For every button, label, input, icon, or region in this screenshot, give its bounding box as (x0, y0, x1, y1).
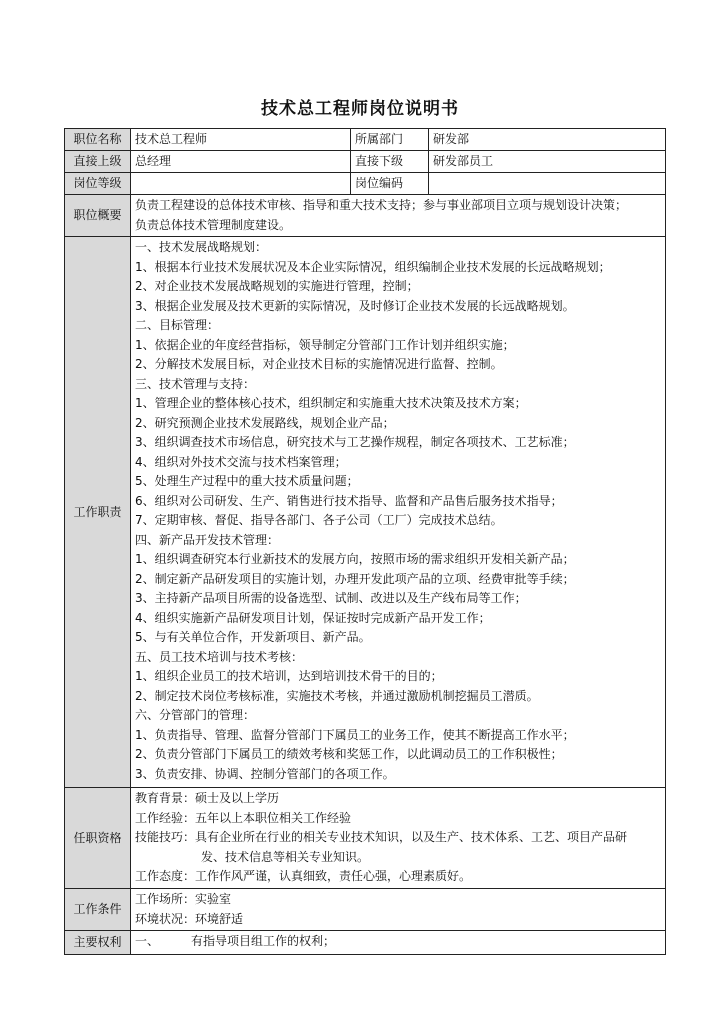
duty-line: 1、负责指导、管理、监督分管部门下属员工的业务工作，使其不断提高工作水平； (135, 727, 575, 742)
duty-line: 3、负责安排、协调、控制分管部门的各项工作。 (135, 766, 395, 781)
duty-line: 2、制定新产品研发项目的实施计划，办理开发此项产品的立项、经费审批等手续； (135, 571, 575, 586)
rights-text: 有指导项目组工作的权利； (191, 934, 336, 948)
job-description-table (64, 128, 666, 955)
skills-line: 技能技巧：具有企业所在行业的相关专业技术知识，以及生产、技术体系、工艺、项目产品研 (135, 830, 628, 844)
code-label: 岗位编码 (351, 173, 429, 195)
duty-line: 五、员工技术培训与技术考核： (135, 649, 304, 664)
superior-value: 总经理 (131, 151, 351, 173)
conditions-content (131, 889, 666, 931)
code-value (429, 173, 666, 195)
duty-line: 1、依据企业的年度经营指标，领导制定分管部门工作计划并组织实施； (135, 337, 515, 352)
subordinate-value: 研发部员工 (429, 151, 666, 173)
rights-line (135, 932, 661, 952)
duty-line: 1、根据本行业技术发展状况及本企业实际情况，组织编制企业技术发展的长远战略规划； (135, 259, 611, 274)
duty-line: 3、根据企业发展及技术更新的实际情况，及时修订企业技术发展的长远战略规划。 (135, 298, 575, 313)
position-value: 技术总工程师 (131, 129, 351, 151)
duty-line: 2、对企业技术发展战略规划的实施进行管理，控制； (135, 279, 419, 293)
qualifications-label: 任职资格 (65, 788, 131, 889)
experience-line: 工作经验：五年以上本职位相关工作经验 (135, 810, 352, 825)
row-qualifications (65, 788, 666, 889)
grade-value (131, 173, 351, 195)
duty-line: 四、新产品开发技术管理： (135, 532, 280, 547)
row-grade (65, 173, 666, 195)
grade-label: 岗位等级 (65, 173, 131, 195)
duty-line: 4、组织实施新产品研发项目计划，保证按时完成新产品开发工作； (135, 610, 491, 625)
conditions-label: 工作条件 (65, 889, 131, 931)
duties-content (131, 237, 666, 788)
overview-label: 职位概要 (65, 195, 131, 237)
workplace-line: 工作场所：实验室 (135, 892, 232, 906)
subordinate-label: 直接下级 (351, 151, 429, 173)
duty-line: 三、技术管理与支持： (135, 376, 256, 391)
qualifications-content (131, 788, 666, 889)
duty-line: 1、管理企业的整体核心技术，组织制定和实施重大技术决策及技术方案； (135, 396, 527, 410)
rights-number: 一、 (135, 934, 160, 948)
duty-line: 6、组织对公司研发、生产、销售进行技术指导、监督和产品售后服务技术指导； (135, 493, 563, 508)
duty-line: 2、负责分管部门下属员工的绩效考核和奖惩工作，以此调动员工的工作积极性； (135, 747, 563, 761)
skills-line-continued: 发、技术信息等相关专业知识。 (201, 849, 370, 864)
environment-line: 环境状况：环境舒适 (135, 911, 244, 926)
superior-label: 直接上级 (65, 151, 131, 173)
overview-content (131, 195, 666, 237)
row-conditions (65, 889, 666, 931)
overview-line: 负责总体技术管理制度建设。 (135, 217, 292, 232)
overview-line: 负责工程建设的总体技术审核、指导和重大技术支持；参与事业部项目立项与规划设计决策； (135, 198, 628, 212)
duty-line: 7、定期审核、督促、指导各部门、各子公司（工厂）完成技术总结。 (135, 513, 503, 527)
department-value: 研发部 (429, 129, 666, 151)
duty-line: 1、组织企业员工的技术培训，达到培训技术骨干的目的； (135, 669, 443, 683)
row-rights (65, 931, 666, 955)
duty-line: 一、技术发展战略规划： (135, 240, 268, 254)
attitude-line: 工作态度：工作作风严谨，认真细致，责任心强，心理素质好。 (135, 869, 472, 883)
row-position (65, 129, 666, 151)
education-line: 教育背景：硕士及以上学历 (135, 791, 280, 805)
document-title: 技术总工程师岗位说明书 (261, 99, 459, 119)
duty-line: 5、处理生产过程中的重大技术质量问题； (135, 474, 359, 488)
duty-line: 3、主持新产品项目所需的设备选型、试制、改进以及生产线布局等工作； (135, 591, 527, 605)
row-superior (65, 151, 666, 173)
row-overview (65, 195, 666, 237)
duties-label: 工作职责 (65, 237, 131, 788)
duty-line: 1、组织调查研究本行业新技术的发展方向，按照市场的需求组织开发相关新产品； (135, 552, 575, 566)
duty-line: 二、目标管理： (135, 318, 220, 332)
row-duties (65, 237, 666, 788)
rights-content (131, 931, 666, 955)
duty-line: 3、组织调查技术市场信息，研究技术与工艺操作规程，制定各项技术、工艺标准； (135, 435, 575, 449)
duty-line: 5、与有关单位合作，开发新项目、新产品。 (135, 630, 371, 644)
duty-line: 4、组织对外技术交流与技术档案管理； (135, 454, 347, 469)
duty-line: 2、研究预测企业技术发展路线，规划企业产品； (135, 415, 395, 430)
duty-line: 2、制定技术岗位考核标准，实施技术考核，并通过激励机制挖掘员工潜质。 (135, 688, 539, 703)
duty-line: 六、分管部门的管理： (135, 708, 256, 722)
rights-label: 主要权利 (65, 931, 131, 955)
duty-line: 2、分解技术发展目标，对企业技术目标的实施情况进行监督、控制。 (135, 357, 503, 371)
department-label: 所属部门 (351, 129, 429, 151)
position-label: 职位名称 (65, 129, 131, 151)
